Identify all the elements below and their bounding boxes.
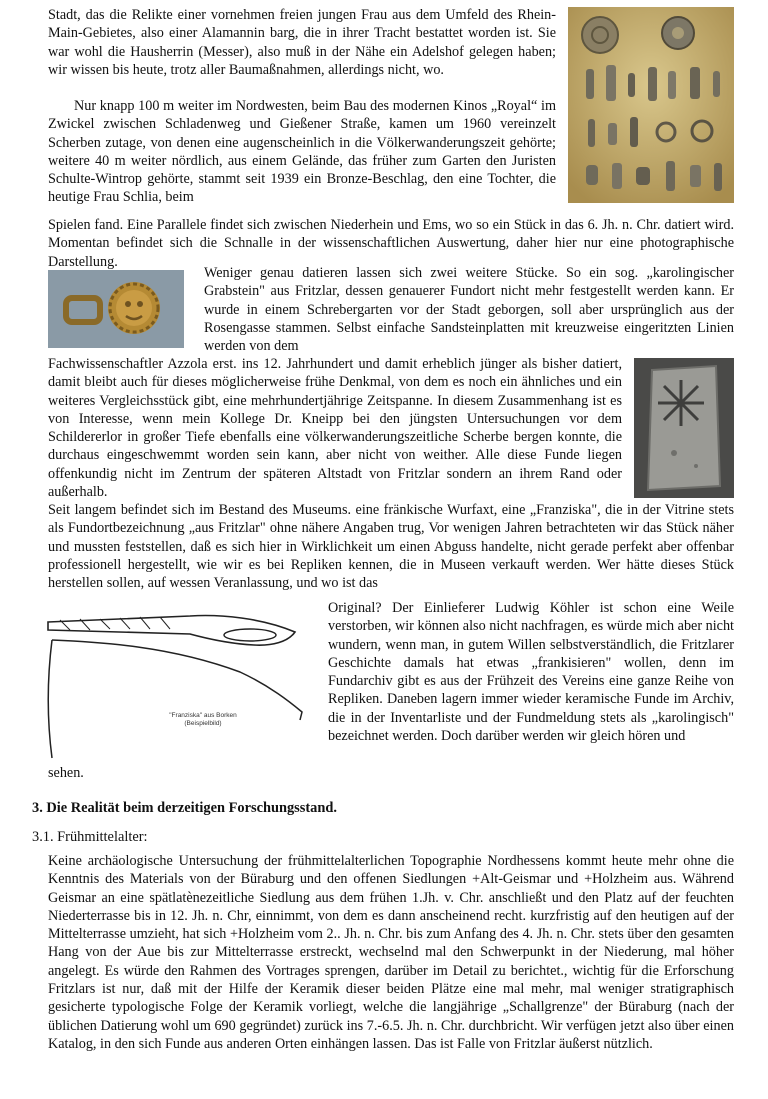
franziska-axe-drawing: [40, 602, 316, 764]
paragraph-intro: Stadt, das die Relikte einer vornehmen freien jungen Frau aus dem Umfeld des Rhein-Main-Gebietes, also einer Alamannin barg, die in ihrer Tracht bestattet worden ist. Sie war wohl die Hausherrin (Messer), also muß in der Nähe ein Adelshof gelegen haben; wir wissen bis heute, trotz aller Baumaßnahmen, allerdings nicht, wo.: [48, 7, 556, 78]
gravestone-photo: [634, 358, 734, 498]
paragraph-franziska-cont: Original? Der Einlieferer Ludwig Köhler ist schon eine Weile verstorben, wir können also nicht nachfragen, es würde mich aber nicht wundern, wenn man, in gutem Willen selbstverständlich, die Fritzlarer Geschichte damals hat etwas „frankisieren" wollen, denn im Fundarchiv gibt es aus der Frühzeit des Vereins eine ganze Reihe von Repliken. Daneben lagern immer wieder keramische Funde im Archiv, die in der Inventarliste und der Fundmeldung stets als „karolingisch" bezeichnet werden. Doch darüber werden wir gleich hören und: [328, 600, 734, 745]
subsection-heading: 3.1. Frühmittelalter:: [32, 829, 148, 845]
figure-caption: [158, 712, 248, 728]
caption-line-1: "Franziska" aus Borken: [169, 712, 237, 719]
paragraph-kino-royal: Nur knapp 100 m weiter im Nordwesten, beim Bau des modernen Kinos „Royal“ im Zwickel zwischen Schladenweg und Gießener Straße, kamen um 1960 vereinzelt Scherben zutage, von denen eine augenscheinlich in die Völkerwanderungszeit gehörte; weitere 40 m weiter nördlich, aus einem Gelände, das früher zum Garten den Juristen Schulte-Wintrop gehörte, stammt seit 1939 ein Bronze-Beschlag, den eine Tochter, die heutige Frau Schlia, beim: [48, 98, 556, 206]
paragraph-franziska: Seit langem befindet sich im Bestand des Museums. eine fränkische Wurfaxt, eine „Franziska", die in der Vitrine stets als Fundortbezeichnung „aus Fritzlar" ohne nähere Angaben trug, Vor wenigen Jahren betrachteten wir das Stück näher und mussten feststellen, daß es sich hier in Wirklichkeit um einen Abguss handelte, nicht gerade perfekt aber offenbar professionell hergestellt, wie wir es bei Repliken kennen, die in Museen verkauft werden. Wer hätte dieses Stück herstellen sollen, auf wessen Veranlassung, und wo ist das: [48, 502, 734, 592]
bronze-buckle-photo: [48, 270, 184, 348]
section-heading: 3. Die Realität beim derzeitigen Forschungsstand.: [32, 800, 337, 816]
paragraph-franziska-end: sehen.: [48, 765, 84, 781]
caption-line-2: (Beispielbild): [184, 720, 222, 727]
grave-goods-photo: [568, 7, 734, 203]
paragraph-grabstein-cont: Fachwissenschaftler Azzola erst. ins 12. Jahrhundert und damit erheblich jünger als bisher datiert, damit bleibt auch für dieses möglicherweise frühe Denkmal, von dem es noch ein ähnliches und ein weiteres Vergleichsstück gibt, eine mehrhundertjährige Zeitspanne. In diesem Zusammenhang ist es von Interesse, wenn mein Kollege Dr. Kneipp bei den jüngsten Untersuchungen vor dem Schildererlor in großer Tiefe ebenfalls eine völkerwanderungszeitliche Scherbe bergen konnte, die durchaus eingeschwemmt worden sein kann, aber nicht von weither. Alle diese Funde liegen offenkundig nicht im Zentrum der späteren Altstadt von Fritzlar sondern an ihrem Rand oder außerhalb.: [48, 356, 622, 501]
paragraph-kino-royal-cont: Spielen fand. Eine Parallele findet sich zwischen Niederhein und Ems, wo so ein Stück in das 6. Jh. n. Chr. datiert wird. Momentan befindet sich die Schnalle in der wissenschaftlichen Auswertung, daher hier nur eine photographische Darstellung.: [48, 217, 734, 270]
paragraph-fruehmittelalter: Keine archäologische Untersuchung der frühmittelalterlichen Topographie Nordhessens kommt heute mehr ohne die Kenntnis des Materials von der Büraburg und den offenen Siedlungen +Alt-Geismar und +Holzheim aus. Während Geismar an eine spätlatènezeitliche Siedlung aus dem frühen 1.Jh. v. Chr. anschließt und den Platz auf der feuchten Niederterrasse bis in 12. Jh. n. Chr, einnimmt, von dem es dann anscheinend recht. kurzfristig auf den heutigen auf der Mittelterrasse umzieht, hat sich +Holzheim vom 2.. Jh. n. Chr. bis zum Anfang des 4. Jh. n. Chr. stets über den gesamten Hang von der Aue bis zur Mittelterrasse erstreckt, wechselnd mal den Schwerpunkt in der Niederung, mal höher angelegt. Es würde den Rahmen des Vortrages sprengen, darüber im Detail zu berichtet., wichtig für die Erforschung Fritzlars ist nur, daß mit der Hilfe der Keramik dieser beiden Plätze eine mal mehr, mal weniger stratigraphisch gesicherte typologische Folge der Keramik vorliegt, welche die langjährige „Schallgrenze" der Büraburg (nach der üblichen Datierung wohl um 690 gegründet) zurück ins 7.-6.5. Jh. n. Chr. durchbricht. Wir verfügen jetzt also über einen Katalog, in den sich Funde aus anderen Orten einhängen lassen. Das ist Falle von Fritzlar äußerst nützlich.: [48, 853, 734, 1052]
paragraph-grabstein: Weniger genau datieren lassen sich zwei weitere Stücke. So ein sog. „karolingischer Grabstein" aus Fritzlar, dessen genauerer Fundort nicht mehr festgestellt werden kann. Er wurde in einem Schrebergarten vor der Stadt geborgen, soll aber ursprünglich aus der Rosengasse stammen. Selbst einfache Sandsteinplatten mit kreuzweise eingeritzten Linien werden von dem: [204, 265, 734, 355]
